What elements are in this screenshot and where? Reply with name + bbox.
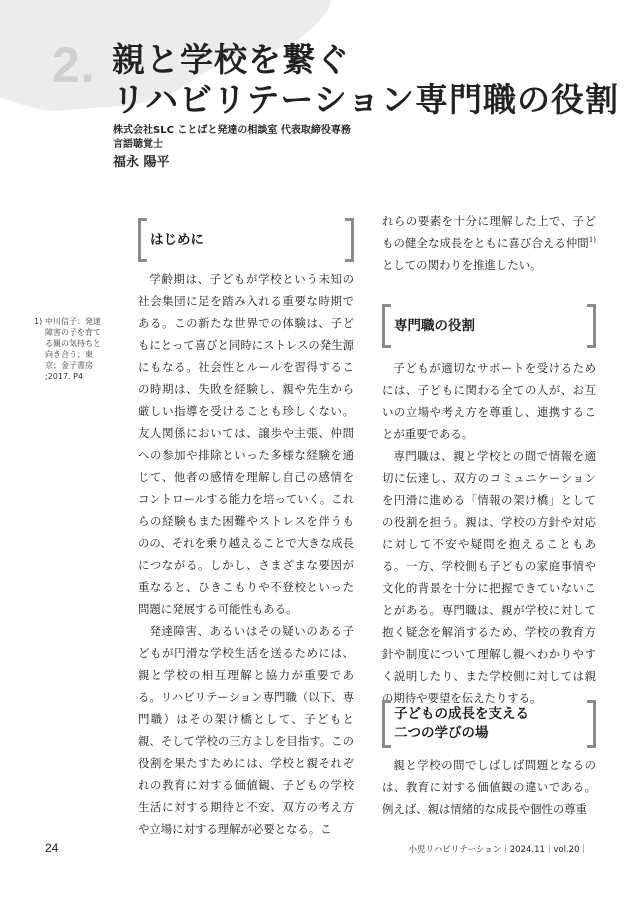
continued-text-end: としての関わりを推進したい。 [382, 258, 542, 272]
footnote-marker: 1) [34, 317, 43, 326]
bracket-left [138, 218, 147, 262]
section-heading-intro [138, 218, 354, 262]
bracket-left [382, 700, 391, 748]
paragraph-intro-continued [382, 210, 596, 276]
paragraph-intro-1: 学齢期は、子どもが学校という未知の社会集団に足を踏み入れる重要な時期である。この新たな世界での体験は、子どもにとって喜びと同時にストレスの発生源にもなる。社会性とルールを習得するこの時期は、失敗を経験し、親や先生から厳しい指導を受けることも珍しくない。友人関係においては、譲歩や主張、仲間への参加や排除といった多様な経験を通じて、他者の感情を理解し自己の感情をコントロールする能力を培っていく。これらの経験もまた困難やストレスを伴うものの、それを乗り越えることで大きな成長につながる。しかし、さまざまな要因が重なると、ひきこもりや不登校といった問題に発展する可能性もある。 [138, 272, 354, 616]
paragraph-role-1: 子どもが適切なサポートを受けるためには、子どもに関わる全ての人が、お互いの立場や考え方を尊重し、連携することが重要である。 [382, 361, 596, 441]
heading-text: はじめに [150, 232, 204, 248]
paragraph-intro-2: 発達障害、あるいはその疑いのある子どもが円滑な学校生活を送るためには、親と学校の相互理解と協力が重要である。リハビリテーション専門職（以下、専門職）はその架け橋として、子どもと親、そして学校の三方よしを目指す。この役割を果たすためには、学校と親それぞれの教育に対する価値観、子どもの学校生活に対する期待と不安、双方の考え方や立場に対する理解が必要となる。こ [138, 624, 354, 836]
body-column-left [138, 268, 354, 840]
continued-text: れらの要素を十分に理解した上で、子どもの健全な成長をともに喜び合える仲間 [382, 214, 596, 250]
section-heading-growth [382, 700, 596, 748]
footnote [34, 316, 106, 382]
title-line-2: リハビリテーション専門職の役割 [112, 80, 620, 119]
bracket-right [587, 304, 596, 348]
bracket-right [587, 700, 596, 748]
bracket-right [345, 218, 354, 262]
affiliation-line-2: 言語聴覚士 [113, 139, 163, 150]
journal-footer: 小児リハビリテーション｜2024.11｜vol.20｜ [408, 845, 588, 855]
heading-line-2: 二つの学びの場 [394, 725, 489, 741]
heading-line-1: 子どもの成長を支える [394, 706, 529, 722]
bracket-left [382, 304, 391, 348]
page-title [112, 40, 619, 120]
affiliation-line-1: 株式会社SLC ことばと発達の相談室 代表取締役専務 [113, 125, 351, 136]
author-name: 福永 陽平 [113, 155, 170, 170]
body-column-right-role [382, 357, 596, 709]
section-heading-role [382, 304, 596, 348]
body-column-right-top [382, 210, 596, 276]
page-number: 24 [45, 841, 59, 855]
reference-marker: 1) [588, 236, 596, 245]
body-column-right-growth [382, 754, 596, 820]
heading-text: 専門職の役割 [394, 318, 475, 334]
footnote-text: 中川信子：発達障害の子を育てる親の気持ちと向き合う；東京；金子書房 ;2017. P4 [45, 317, 101, 381]
paragraph-growth-1: 親と学校の間でしばしば問題となるのは、教育に対する価値観の違いである。例えば、親は情緒的な成長や個性の尊重 [382, 758, 596, 816]
title-line-1: 親と学校を繋ぐ [112, 40, 350, 79]
author-affiliation [113, 124, 351, 152]
paragraph-role-2: 専門職は、親と学校との間で情報を適切に伝達し、双方のコミュニケーションを円滑に進める「情報の架け橋」としての役割を担う。親は、学校の方針や対応に対して不安や疑問を抱えることもある。一方、学校側も子どもの家庭事情や文化的背景を十分に把握できていないことがある。専門職は、親が学校に対して抱く疑念を解消するため、学校の教育方針や制度について理解し親へわかりやすく説明したり、また学校側に対しては親の期待や要望を伝えたりする。 [382, 449, 596, 705]
chapter-number: 2. [52, 37, 96, 93]
